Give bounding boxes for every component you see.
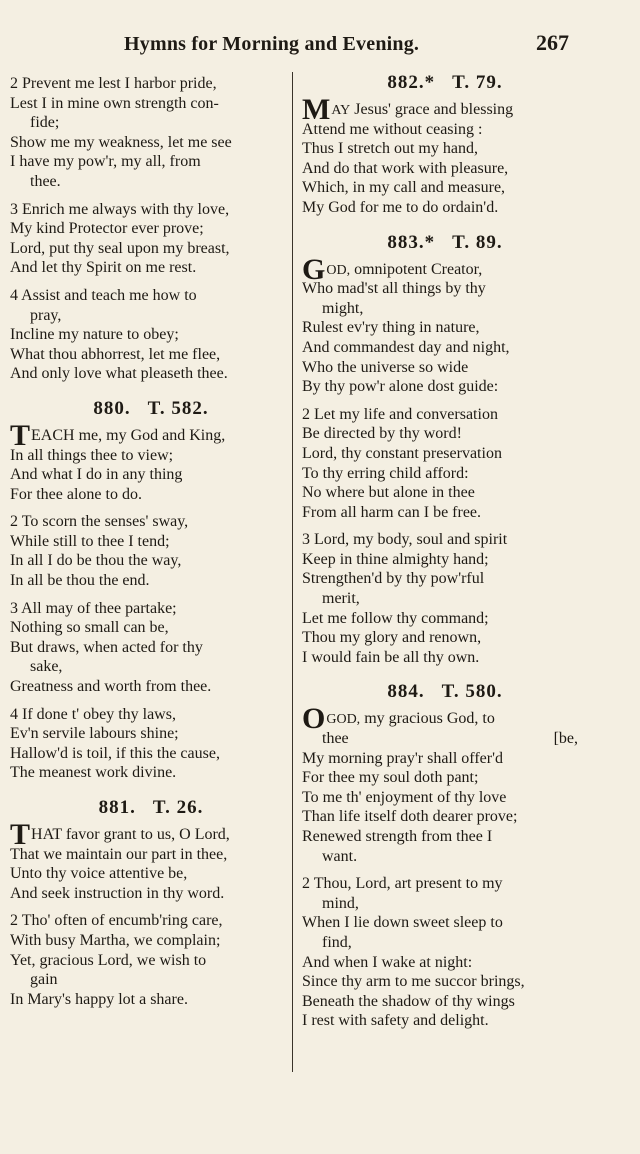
verse-line: And only love what pleaseth thee. <box>10 365 228 383</box>
hymn-tune: T. 582. <box>147 397 209 419</box>
hymn-heading-880 <box>10 392 292 426</box>
hymn-884-verse-2 <box>302 874 588 1031</box>
verse-line: Lest I in mine own strength con- <box>10 94 219 112</box>
hymn-879-verse-2 <box>10 74 292 192</box>
hymn-heading-884 <box>302 675 588 709</box>
verse-line: Let me follow thy command; <box>302 609 489 627</box>
running-head <box>0 30 640 60</box>
hymn-tune: T. 89. <box>452 231 503 253</box>
drop-cap: T <box>10 818 31 851</box>
verse-line: When I lie down sweet sleep to <box>302 914 503 932</box>
verse-line: 3 Enrich me always with thy love, <box>10 200 230 218</box>
hymn-number: 884. <box>387 681 425 703</box>
verse-line: Hallow'd is toil, if this the cause, <box>10 744 220 762</box>
verse-line: In Mary's happy lot a share. <box>10 990 188 1008</box>
verse-line: Who the universe so wide <box>302 358 469 376</box>
verse-line: Than life itself doth dearer prove; <box>302 808 518 826</box>
verse-line: While still to thee I tend; <box>10 532 170 550</box>
verse-line: Keep in thine almighty hand; <box>302 550 489 568</box>
verse-line <box>302 252 588 286</box>
first-line-text: omnipotent Creator, <box>350 260 483 278</box>
first-line-text: Jesus' grace and blessing <box>350 101 514 118</box>
verse-line: want. <box>322 847 358 865</box>
verse-line: Lord, put thy seal upon my breast, <box>10 239 230 257</box>
verse-line: My kind Protector ever prove; <box>10 220 204 238</box>
hymn-880-verse-3 <box>10 599 292 697</box>
hymn-number: 883.* <box>387 231 436 253</box>
verse-line: Beneath the shadow of thy wings <box>302 992 515 1010</box>
verse-line: 2 Let my life and conversation <box>302 405 498 423</box>
hymn-884-verse-1 <box>302 702 588 866</box>
verse-line: I have my pow'r, my all, from <box>10 153 201 171</box>
verse-line: mind, <box>322 894 359 912</box>
verse-line: find, <box>322 933 352 951</box>
verse-line <box>10 818 292 851</box>
verse-line: In all be thou the end. <box>10 572 150 590</box>
verse-line: To thy erring child afford: <box>302 464 469 482</box>
hymn-883-verse-2 <box>302 405 588 523</box>
verse-line: By thy pow'r alone dost guide: <box>302 378 499 396</box>
verse-line: merit, <box>322 590 360 608</box>
verse-line: thee. <box>30 172 61 190</box>
verse-line: Show me my weakness, let me see <box>10 133 232 151</box>
hymn-heading-883 <box>302 226 588 260</box>
verse-line: What thou abhorrest, let me flee, <box>10 345 221 363</box>
verse-line: Strengthen'd by thy pow'rful <box>302 570 485 588</box>
verse-line <box>302 702 588 736</box>
hymn-number: 880. <box>93 397 131 419</box>
turnover-bracket: [be, <box>553 730 578 748</box>
verse-line: Who mad'st all things by thy <box>302 280 486 298</box>
hymn-tune: T. 580. <box>441 681 503 703</box>
verse-line: Incline my nature to obey; <box>10 326 179 344</box>
verse-line: And do that work with pleasure, <box>302 159 509 177</box>
drop-cap: O <box>302 702 326 736</box>
verse-line: My God for me to do ordain'd. <box>302 198 499 216</box>
first-line-text: HAT favor grant to us, O Lord, <box>31 826 230 843</box>
hymn-879-verse-3 <box>10 200 292 278</box>
verse-line: My morning pray'r shall offer'd <box>302 749 503 767</box>
verse-line: For thee my soul doth pant; <box>302 769 479 787</box>
verse-line <box>10 418 292 452</box>
verse-line: I rest with safety and delight. <box>302 1012 489 1030</box>
verse-line: 2 Prevent me lest I harbor pride, <box>10 75 217 92</box>
verse-line: Ev'n servile labours shine; <box>10 725 179 743</box>
hymn-tune: T. 26. <box>152 797 204 818</box>
hymn-883-verse-3 <box>302 530 588 667</box>
verse-line: 4 If done t' obey thy laws, <box>10 705 176 723</box>
drop-cap: G <box>302 252 326 286</box>
hymn-880-verse-4 <box>10 705 292 783</box>
page-number: 267 <box>536 30 569 55</box>
verse-line: And when I wake at night: <box>302 953 473 971</box>
verse-line: Which, in my call and measure, <box>302 179 506 197</box>
hymn-880-verse-2 <box>10 512 292 590</box>
first-line-text: my gracious God, to <box>360 710 495 728</box>
column-divider <box>292 72 293 1072</box>
left-column <box>10 74 292 1017</box>
verse-line: No where but alone in thee <box>302 484 475 502</box>
verse-line: I would fain be all thy own. <box>302 648 480 666</box>
verse-line <box>302 93 588 126</box>
verse-line: sake, <box>30 658 63 676</box>
drop-cap: T <box>10 418 31 452</box>
hymn-number: 882.* <box>387 72 436 93</box>
small-caps-text: GOD, <box>326 712 361 728</box>
hymn-882-verse-1 <box>302 93 588 218</box>
verse-line: 2 Thou, Lord, art present to my <box>302 875 503 893</box>
verse-line: And commandest day and night, <box>302 338 510 356</box>
verse-line: Lord, thy constant preservation <box>302 444 502 462</box>
verse-line: 3 All may of thee partake; <box>10 599 177 617</box>
verse-line: Yet, gracious Lord, we wish to <box>10 951 207 969</box>
verse-line: With busy Martha, we complain; <box>10 931 221 949</box>
hymn-880-verse-1 <box>10 418 292 504</box>
verse-line: In all I do be thou the way, <box>10 552 182 570</box>
verse-line-text: thee <box>322 730 349 748</box>
drop-cap: M <box>302 93 331 126</box>
verse-line: But draws, when acted for thy <box>10 638 203 656</box>
hymn-heading-881 <box>10 791 292 825</box>
verse-line: The meanest work divine. <box>10 764 177 782</box>
verse-line: In all things thee to view; <box>10 446 174 464</box>
hymn-879-verse-4 <box>10 286 292 384</box>
verse-line <box>302 729 588 749</box>
verse-line: And let thy Spirit on me rest. <box>10 259 197 277</box>
verse-line: That we maintain our part in thee, <box>10 845 228 863</box>
verse-line: gain <box>30 971 58 989</box>
verse-line: Thou my glory and renown, <box>302 629 482 647</box>
verse-line: might, <box>322 299 364 317</box>
verse-line: 2 To scorn the senses' sway, <box>10 513 189 531</box>
verse-line: 4 Assist and teach me how to <box>10 286 197 304</box>
verse-line: Renewed strength from thee I <box>302 828 493 845</box>
verse-line: fide; <box>30 114 60 132</box>
hymn-number: 881. <box>98 797 136 818</box>
verse-line: 3 Lord, my body, soul and spirit <box>302 531 508 549</box>
hymn-881-verse-1 <box>10 818 292 903</box>
verse-line: For thee alone to do. <box>10 485 142 503</box>
hymn-881-verse-2 <box>10 911 292 1009</box>
right-column <box>302 74 588 1039</box>
running-title: Hymns for Morning and Evening. <box>124 33 420 55</box>
verse-line: Attend me without ceasing : <box>302 120 483 138</box>
verse-line: Greatness and worth from thee. <box>10 678 212 696</box>
verse-line: pray, <box>30 306 62 324</box>
verse-line: Since thy arm to me succor brings, <box>302 973 525 991</box>
verse-line: And what I do in any thing <box>10 466 183 484</box>
verse-line: Be directed by thy word! <box>302 425 462 443</box>
verse-line: Thus I stretch out my hand, <box>302 140 478 158</box>
hymn-heading-882 <box>302 66 588 100</box>
verse-line: And seek instruction in thy word. <box>10 884 225 902</box>
small-caps-text: AY <box>331 103 351 118</box>
small-caps-text: OD, <box>326 262 351 278</box>
verse-line: Rulest ev'ry thing in nature, <box>302 319 480 337</box>
hymn-883-verse-1 <box>302 252 588 397</box>
verse-line: From all harm can I be free. <box>302 503 482 521</box>
verse-line: 2 Tho' often of encumb'ring care, <box>10 912 223 930</box>
verse-line: To me th' enjoyment of thy love <box>302 788 507 806</box>
verse-line: Nothing so small can be, <box>10 619 169 637</box>
verse-line: Unto thy voice attentive be, <box>10 865 188 883</box>
hymn-tune: T. 79. <box>452 72 503 93</box>
first-line-text: EACH me, my God and King, <box>31 426 226 444</box>
